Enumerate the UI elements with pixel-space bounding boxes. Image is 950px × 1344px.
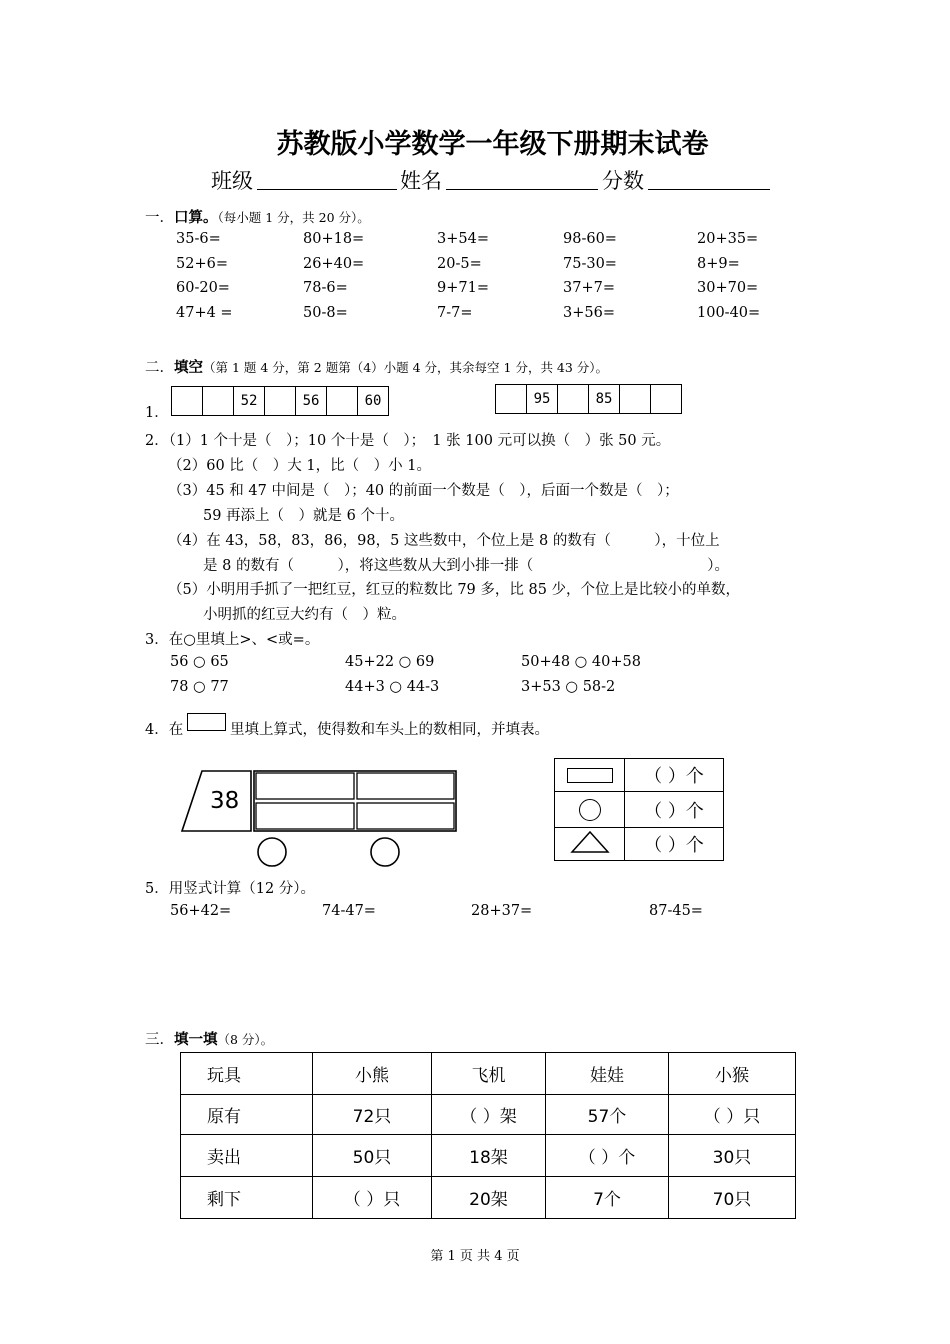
calc-item: 52+6= — [176, 256, 228, 272]
calc-item: 30+70= — [697, 280, 759, 296]
toy-cell: 20架 — [432, 1177, 546, 1219]
table-row — [181, 1095, 796, 1135]
q2-line: 小明抓的红豆大约有（ ）粒。 — [203, 607, 406, 623]
truck-drawing — [175, 765, 465, 870]
toy-header: 娃娃 — [546, 1053, 669, 1095]
vertical-calc-item: 28+37= — [471, 903, 533, 919]
calc-item: 7-7= — [437, 305, 473, 321]
toy-cell: 50只 — [313, 1135, 432, 1177]
calc-item: 78-6= — [303, 280, 348, 296]
toy-cell[interactable]: （ ）个 — [546, 1135, 669, 1177]
toy-cell[interactable]: （ ）架 — [432, 1095, 546, 1135]
count-cell[interactable]: （ ）个 — [625, 828, 724, 861]
calc-item: 100-40= — [697, 305, 761, 321]
toy-header: 小猴 — [669, 1053, 796, 1095]
toy-cell: 57个 — [546, 1095, 669, 1135]
q2-line: （5）小明用手抓了一把红豆，红豆的粒数比 79 多，比 85 少，个位上是比较小的单数， — [168, 582, 741, 598]
seq-cell[interactable] — [327, 387, 358, 416]
q4-label-pre: 4．在 — [145, 722, 184, 738]
score-blank[interactable] — [648, 189, 770, 190]
class-blank[interactable] — [257, 189, 397, 190]
calc-item: 9+71= — [437, 280, 489, 296]
toy-cell: 30只 — [669, 1135, 796, 1177]
q1-label: 1． — [145, 405, 169, 421]
seq-cell[interactable] — [496, 385, 527, 414]
calc-item: 8+9= — [697, 256, 740, 272]
section-3-heading: 三．填一填（8 分）。 — [145, 1031, 274, 1048]
answer-box — [256, 773, 354, 799]
calc-item: 75-30= — [563, 256, 617, 272]
toy-cell[interactable]: （ ）只 — [313, 1177, 432, 1219]
shape-count-table — [554, 758, 724, 861]
toy-row-label: 原有 — [181, 1095, 313, 1135]
calc-item: 20+35= — [697, 231, 759, 247]
compare-item[interactable]: 78 ○ 77 — [170, 679, 229, 695]
q5-label: 5．用竖式计算（12 分）。 — [145, 881, 316, 897]
seq-cell[interactable] — [558, 385, 589, 414]
shape-cell — [555, 828, 625, 861]
compare-item[interactable]: 44+3 ○ 44-3 — [345, 679, 440, 695]
rectangle-icon — [567, 768, 613, 783]
calc-item: 26+40= — [303, 256, 365, 272]
shape-cell — [555, 792, 625, 828]
toy-cell: 18架 — [432, 1135, 546, 1177]
q4-label-post: 里填上算式，使得数和车头上的数相同，并填表。 — [230, 722, 549, 738]
truck-wheel — [371, 838, 399, 866]
q2-line: 59 再添上（ ）就是 6 个十。 — [203, 508, 405, 524]
count-cell[interactable]: （ ）个 — [625, 792, 724, 828]
toy-header: 飞机 — [432, 1053, 546, 1095]
q2-line: 2．（1）1 个十是（ ）；10 个十是（ ）； 1 张 100 元可以换（ ）张 50 元。 — [145, 433, 671, 449]
name-blank[interactable] — [446, 189, 598, 190]
calc-item: 47+4 = — [176, 305, 233, 321]
number-sequence-1 — [171, 386, 389, 416]
q2-line: （2）60 比（ ）大 1，比（ ）小 1。 — [168, 458, 431, 474]
triangle-icon — [570, 830, 610, 854]
truck-body — [254, 771, 456, 831]
q3-label: 3．在○里填上>、<或=。 — [145, 632, 320, 648]
seq-cell[interactable] — [651, 385, 682, 414]
table-row — [181, 1135, 796, 1177]
circle-icon — [579, 799, 601, 821]
page-title: 苏教版小学数学一年级下册期末试卷 — [276, 129, 709, 160]
section-1-heading: 一．口算。（每小题 1 分，共 20 分）。 — [145, 209, 370, 226]
seq-cell[interactable] — [203, 387, 234, 416]
q2-line: （4）在 43，58，83，86，98，5 这些数中，个位上是 8 的数有（ ），十位上 — [168, 533, 720, 549]
vertical-calc-item: 74-47= — [322, 903, 376, 919]
table-row — [181, 1177, 796, 1219]
name-label: 姓名 — [400, 169, 442, 193]
answer-box — [357, 803, 454, 829]
toy-table — [180, 1052, 796, 1219]
score-label: 分数 — [602, 169, 644, 193]
calc-item: 60-20= — [176, 280, 230, 296]
calc-item: 20-5= — [437, 256, 482, 272]
q2-line: 是 8 的数有（ ），将这些数从大到小排一排（ ）。 — [203, 558, 729, 574]
vertical-calc-item: 87-45= — [649, 903, 703, 919]
number-sequence-2 — [495, 384, 682, 414]
compare-item[interactable]: 3+53 ○ 58-2 — [521, 679, 616, 695]
section-2-heading: 二．填空（第 1 题 4 分，第 2 题第（4）小题 4 分，其余每空 1 分，共 43 分）。 — [145, 359, 609, 376]
toy-cell: 70只 — [669, 1177, 796, 1219]
toy-row-label: 剩下 — [181, 1177, 313, 1219]
seq-cell: 85 — [589, 385, 620, 414]
calc-item: 35-6= — [176, 231, 221, 247]
toy-header: 玩具 — [181, 1053, 313, 1095]
seq-cell[interactable] — [172, 387, 203, 416]
toy-cell: 7个 — [546, 1177, 669, 1219]
compare-item[interactable]: 50+48 ○ 40+58 — [521, 654, 641, 670]
toy-cell[interactable]: （ ）只 — [669, 1095, 796, 1135]
q2-line: （3）45 和 47 中间是（ ）；40 的前面一个数是（ ），后面一个数是（ ）； — [168, 483, 679, 499]
answer-box — [357, 773, 454, 799]
seq-cell[interactable] — [265, 387, 296, 416]
toy-row-label: 卖出 — [181, 1135, 313, 1177]
toy-header: 小熊 — [313, 1053, 432, 1095]
compare-item[interactable]: 45+22 ○ 69 — [345, 654, 435, 670]
seq-cell: 52 — [234, 387, 265, 416]
seq-cell: 56 — [296, 387, 327, 416]
rectangle-icon — [187, 713, 226, 731]
toy-cell: 72只 — [313, 1095, 432, 1135]
calc-item: 3+54= — [437, 231, 489, 247]
vertical-calc-item: 56+42= — [170, 903, 232, 919]
seq-cell: 60 — [358, 387, 389, 416]
calc-item: 37+7= — [563, 280, 615, 296]
count-cell[interactable]: （ ）个 — [625, 759, 724, 792]
truck-number: 38 — [210, 788, 240, 814]
truck-wheel — [258, 838, 286, 866]
calc-item: 50-8= — [303, 305, 348, 321]
calc-item: 98-60= — [563, 231, 617, 247]
seq-cell: 95 — [527, 385, 558, 414]
calc-item: 3+56= — [563, 305, 615, 321]
class-label: 班级 — [211, 169, 253, 193]
compare-item[interactable]: 56 ○ 65 — [170, 654, 229, 670]
shape-cell — [555, 759, 625, 792]
calc-item: 80+18= — [303, 231, 365, 247]
answer-box — [256, 803, 354, 829]
page-footer: 第 1 页 共 4 页 — [430, 1249, 520, 1264]
seq-cell[interactable] — [620, 385, 651, 414]
